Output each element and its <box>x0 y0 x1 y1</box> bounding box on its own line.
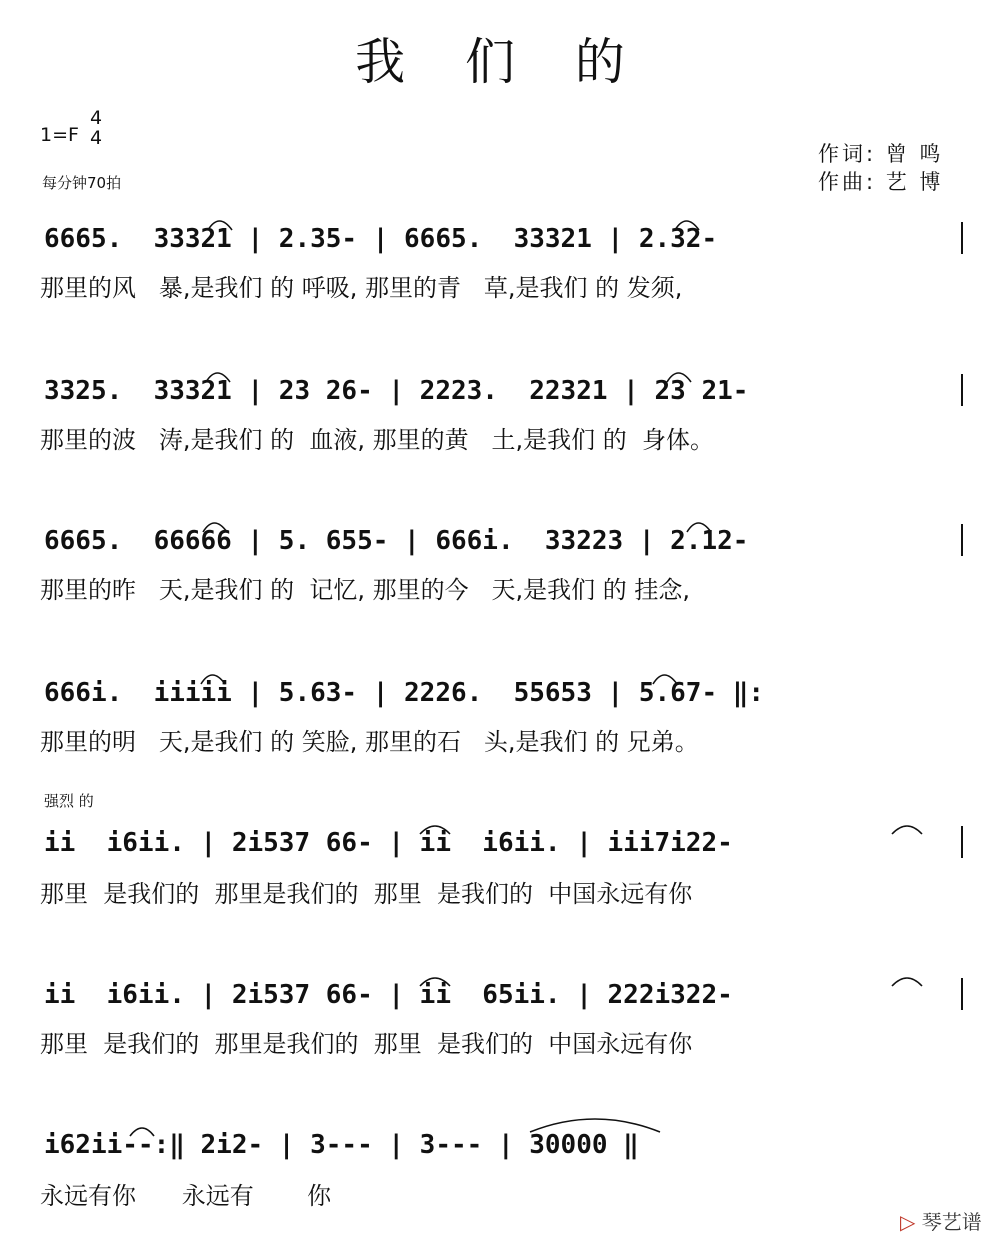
lyrics-line-4: 那里的明 天,是我们 的 笑脸, 那里的石 头,是我们 的 兄弟。 <box>40 728 699 756</box>
notation-line-6: ii i6ii. | 2i537 66- | ii 65ii. | 222i322- <box>44 980 733 1010</box>
slur-mark <box>201 675 225 684</box>
composer-credit: 作曲: 艺 博 <box>818 170 944 194</box>
slur-mark <box>675 221 699 230</box>
slur-mark <box>130 1128 154 1136</box>
logo-icon: ▷ <box>900 1210 916 1234</box>
notation-line-4: 666i. iiiii | 5.63- | 2226. 55653 | 5.67- ‖: <box>44 678 765 708</box>
lyrics-line-3: 那里的昨 天,是我们 的 记忆, 那里的今 天,是我们 的 挂念, <box>40 576 691 604</box>
slur-mark <box>203 523 227 532</box>
song-title: 我 们 的 <box>355 33 647 91</box>
slur-mark <box>206 373 230 382</box>
notation-line-7: i62ii--:‖ 2i2- | 3--- | 3--- | 30000 ‖ <box>44 1130 639 1160</box>
lyrics-line-2: 那里的波 涛,是我们 的 血液, 那里的黄 土,是我们 的 身体。 <box>40 426 715 454</box>
slur-mark <box>420 826 450 834</box>
brand-logo <box>900 1206 982 1235</box>
slur-mark <box>892 978 922 986</box>
notation-line-5: ii i6ii. | 2i537 66- | ii i6ii. | iii7i22- <box>44 828 733 858</box>
lyrics-line-6: 那里 是我们的 那里是我们的 那里 是我们的 中国永远有你 <box>40 1030 693 1058</box>
logo-text: 琴艺谱 <box>921 1210 982 1234</box>
slur-mark <box>208 221 232 230</box>
slur-mark <box>420 978 450 986</box>
notation-line-3: 6665. 66666 | 5. 655- | 666i. 33223 | 2.12- <box>44 526 749 556</box>
notation-line-2: 3325. 33321 | 23 26- | 2223. 22321 | 23 21- <box>44 376 749 406</box>
lyrics-line-7: 永远有你 永远有 你 <box>40 1182 332 1210</box>
tempo-marking: 每分钟70拍 <box>42 174 122 192</box>
key-signature: 1=F <box>40 124 79 146</box>
lyrics-line-1: 那里的风 暴,是我们 的 呼吸, 那里的青 草,是我们 的 发须, <box>40 274 683 302</box>
lyricist-credit: 作词: 曾 鸣 <box>818 142 944 166</box>
slur-mark <box>892 826 922 834</box>
lyrics-line-5: 那里 是我们的 那里是我们的 那里 是我们的 中国永远有你 <box>40 880 693 908</box>
slur-mark <box>653 675 677 684</box>
time-signature-bottom: 4 <box>90 127 103 149</box>
slur-mark <box>530 1119 660 1132</box>
notation-line-1: 6665. 33321 | 2.35- | 6665. 33321 | 2.32- <box>44 224 718 254</box>
slur-mark <box>667 373 691 382</box>
expression-marking: 强烈 的 <box>44 792 94 810</box>
slur-mark <box>687 523 711 532</box>
time-signature-top: 4 <box>90 107 103 129</box>
